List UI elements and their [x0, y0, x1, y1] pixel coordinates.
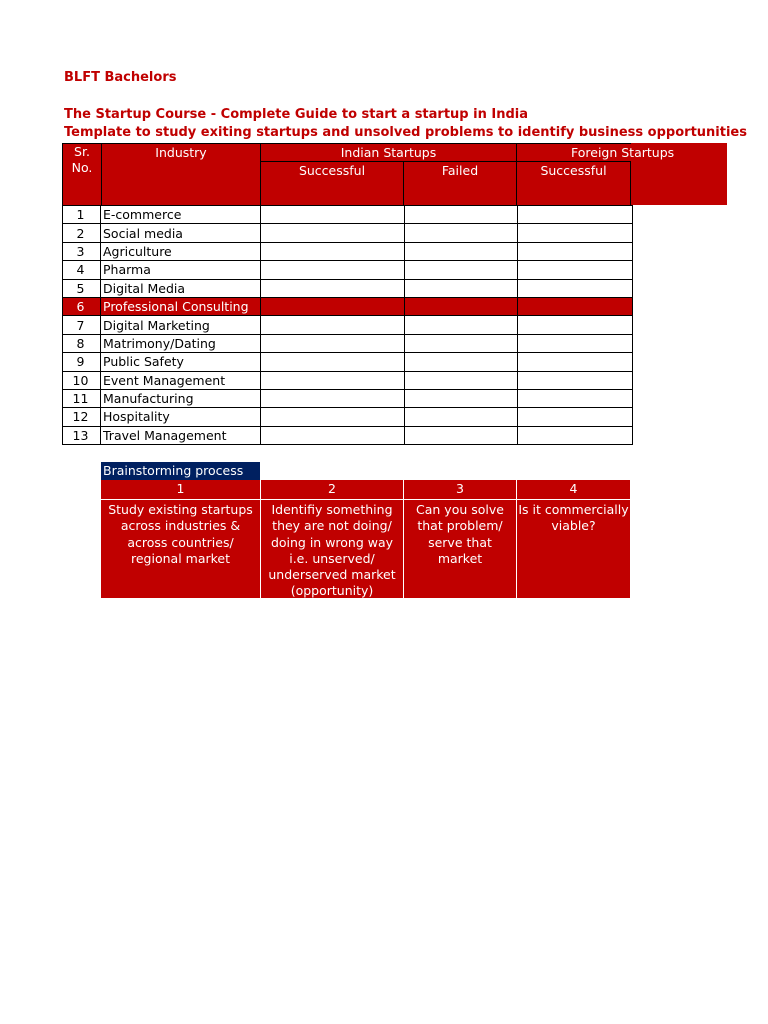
row-number: 12 [63, 408, 101, 426]
row-industry: Manufacturing [101, 389, 261, 407]
cell-foreign-successful[interactable] [518, 389, 633, 407]
document-subtitle: Template to study exiting startups and unsolved problems to identify business opportunities [64, 125, 747, 140]
row-industry: Professional Consulting [101, 297, 261, 315]
row-industry: Social media [101, 224, 261, 242]
cell-indian-failed[interactable] [405, 297, 518, 315]
row-number: 9 [63, 353, 101, 371]
cell-indian-successful[interactable] [261, 206, 405, 224]
cell-indian-failed[interactable] [405, 206, 518, 224]
cell-indian-failed[interactable] [405, 279, 518, 297]
table-row [63, 224, 633, 242]
brainstorm-label: Brainstorming process [101, 462, 260, 480]
brainstorm-step-text: Can you solve that problem/ serve that market [416, 502, 504, 566]
brainstorm-step-number: 4 [569, 481, 578, 496]
row-number: 10 [63, 371, 101, 389]
table-row [63, 279, 633, 297]
header-industry: Industry [155, 145, 207, 160]
row-industry: Agriculture [101, 242, 261, 260]
row-industry: Event Management [101, 371, 261, 389]
cell-indian-failed[interactable] [405, 224, 518, 242]
header-border-successful2 [630, 161, 631, 205]
table-row [63, 242, 633, 260]
row-industry: Digital Marketing [101, 316, 261, 334]
cell-indian-successful[interactable] [261, 279, 405, 297]
table-row [63, 408, 633, 426]
cell-indian-failed[interactable] [405, 408, 518, 426]
brainstorm-step-number: 2 [328, 481, 336, 496]
cell-foreign-successful[interactable] [518, 371, 633, 389]
table-row [63, 426, 633, 444]
cell-indian-successful[interactable] [261, 334, 405, 352]
row-industry: Hospitality [101, 408, 261, 426]
cell-indian-successful[interactable] [261, 316, 405, 334]
table-row [63, 353, 633, 371]
row-number: 4 [63, 261, 101, 279]
brainstorm-step-number: 3 [456, 481, 464, 496]
cell-indian-failed[interactable] [405, 242, 518, 260]
row-number: 5 [63, 279, 101, 297]
cell-foreign-successful[interactable] [518, 279, 633, 297]
header-sr-no: Sr. No. [71, 144, 93, 175]
header-foreign-successful: Successful [540, 163, 607, 178]
brainstorm-step-text: Is it commercially viable? [518, 502, 629, 534]
cell-indian-failed[interactable] [405, 426, 518, 444]
cell-indian-successful[interactable] [261, 389, 405, 407]
cell-foreign-successful[interactable] [518, 353, 633, 371]
cell-indian-successful[interactable] [261, 353, 405, 371]
row-industry: Digital Media [101, 279, 261, 297]
brainstorm-step-number: 1 [176, 481, 185, 496]
table-row [63, 261, 633, 279]
row-industry: Travel Management [101, 426, 261, 444]
cell-foreign-successful[interactable] [518, 224, 633, 242]
cell-indian-failed[interactable] [405, 371, 518, 389]
cell-indian-successful[interactable] [261, 297, 405, 315]
row-number: 11 [63, 389, 101, 407]
cell-foreign-successful[interactable] [518, 426, 633, 444]
document-title: The Startup Course - Complete Guide to start a startup in India [64, 107, 528, 122]
row-number: 6 [63, 297, 101, 315]
cell-foreign-successful[interactable] [518, 242, 633, 260]
row-number: 8 [63, 334, 101, 352]
row-industry: Pharma [101, 261, 261, 279]
row-number: 1 [63, 206, 101, 224]
header-indian-successful: Successful [298, 163, 366, 178]
header-foreign-startups: Foreign Startups [571, 145, 675, 160]
cell-foreign-successful[interactable] [518, 316, 633, 334]
brainstorm-step-text: Identifiy something they are not doing/ doing in wrong way i.e. unserved/ underserved market (opportunity) [268, 502, 396, 599]
table-row [63, 316, 633, 334]
cell-foreign-successful[interactable] [518, 261, 633, 279]
cell-indian-failed[interactable] [405, 353, 518, 371]
row-number: 2 [63, 224, 101, 242]
cell-indian-successful[interactable] [261, 242, 405, 260]
row-industry: Matrimony/Dating [101, 334, 261, 352]
cell-indian-failed[interactable] [405, 334, 518, 352]
cell-indian-successful[interactable] [261, 408, 405, 426]
table-row [63, 334, 633, 352]
cell-indian-failed[interactable] [405, 261, 518, 279]
cell-indian-successful[interactable] [261, 261, 405, 279]
brainstorm-row-divider [101, 499, 630, 500]
table-row [63, 371, 633, 389]
startup-table [62, 205, 633, 445]
row-number: 7 [63, 316, 101, 334]
table-row [63, 206, 633, 224]
table-row-highlighted [63, 297, 633, 315]
header-indian-failed: Failed [441, 163, 479, 178]
cell-indian-successful[interactable] [261, 224, 405, 242]
row-industry: E-commerce [101, 206, 261, 224]
cell-foreign-successful[interactable] [518, 297, 633, 315]
cell-foreign-successful[interactable] [518, 408, 633, 426]
cell-foreign-successful[interactable] [518, 206, 633, 224]
row-number: 3 [63, 242, 101, 260]
table-row [63, 389, 633, 407]
cell-indian-failed[interactable] [405, 316, 518, 334]
row-number: 13 [63, 426, 101, 444]
brand-title: BLFT Bachelors [64, 70, 177, 85]
cell-indian-successful[interactable] [261, 426, 405, 444]
header-indian-startups: Indian Startups [340, 145, 437, 160]
cell-indian-failed[interactable] [405, 389, 518, 407]
cell-indian-successful[interactable] [261, 371, 405, 389]
row-industry: Public Safety [101, 353, 261, 371]
cell-foreign-successful[interactable] [518, 334, 633, 352]
startup-table-body [63, 206, 633, 445]
brainstorm-step-text: Study existing startups across industries & across countries/ regional market [108, 502, 253, 566]
